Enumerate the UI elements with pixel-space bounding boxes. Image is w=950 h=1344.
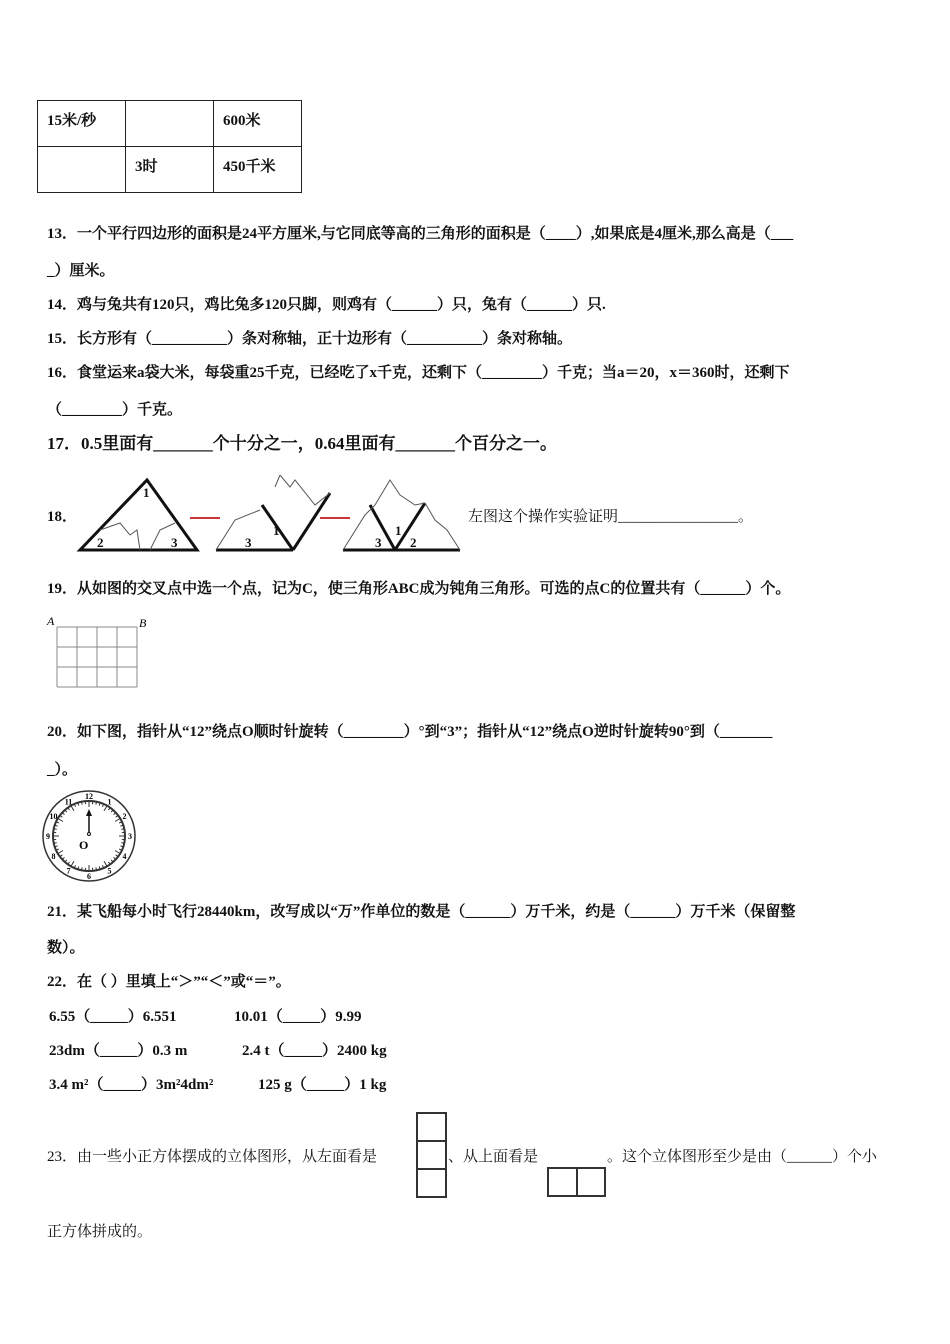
question-16-cont: （________）千克。 bbox=[47, 402, 183, 418]
left-view-square bbox=[416, 1112, 447, 1142]
table-row bbox=[38, 147, 302, 193]
clock-tick bbox=[82, 802, 83, 805]
top-view-square bbox=[547, 1167, 578, 1197]
angle-label: 1 bbox=[143, 485, 150, 500]
clock-number: 5 bbox=[107, 866, 112, 876]
clock-tick bbox=[82, 867, 83, 870]
clock-figure bbox=[41, 789, 137, 884]
table-cell bbox=[38, 147, 126, 193]
question-20: 20．如下图，指针从“12”绕点O顺时针旋转（________）°到“3”；指针从“12”绕点O逆时针旋转90°到（_______ bbox=[47, 724, 773, 740]
question-23-cont: 正方体拼成的。 bbox=[47, 1224, 153, 1240]
question-17: 17．0.5里面有_______个十分之一，0.64里面有_______个百分之一。 bbox=[47, 434, 557, 453]
left-view-square bbox=[416, 1140, 447, 1170]
clock-number: 2 bbox=[122, 812, 127, 821]
speed-time-distance-table bbox=[37, 100, 302, 193]
angle-label: 3 bbox=[245, 535, 252, 550]
question-23-part3: 。这个立体图形至少是由（______）个小 bbox=[607, 1149, 878, 1165]
clock-tick bbox=[96, 867, 97, 870]
angle-label: 2 bbox=[410, 535, 417, 550]
point-a-label: A bbox=[47, 614, 55, 628]
question-21: 21．某飞船每小时飞行28440km，改写成以“万”作单位的数是（______）万千米，约是（______）万千米（保留整 bbox=[47, 904, 796, 920]
compare-item: 125 g（_____）1 kg bbox=[258, 1077, 387, 1093]
grid-figure bbox=[45, 613, 155, 693]
compare-item: 3.4 m²（_____）3m²4dm² bbox=[49, 1077, 214, 1093]
table-row bbox=[38, 101, 302, 147]
angle-label: 3 bbox=[171, 535, 178, 550]
clock-tick bbox=[71, 861, 74, 866]
question-13: 13．一个平行四边形的面积是24平方厘米,与它同底等高的三角形的面积是（____）,如果底是4厘米,那么高是（___ bbox=[47, 226, 794, 242]
clock-tick bbox=[104, 861, 107, 866]
clock-tick bbox=[60, 855, 62, 857]
compare-item: 10.01（_____）9.99 bbox=[234, 1009, 362, 1025]
clock-tick bbox=[58, 851, 63, 854]
question-18-text: 左图这个操作实验证明________________。 bbox=[468, 509, 754, 525]
compare-item: 2.4 t（_____）2400 kg bbox=[242, 1043, 387, 1059]
question-18-number: 18． bbox=[47, 509, 78, 525]
left-view-square bbox=[416, 1168, 447, 1198]
question-23: 23．由一些小正方体摆成的立体图形，从左面看是 bbox=[47, 1149, 378, 1165]
table-cell: 450千米 bbox=[214, 147, 302, 193]
question-22-title: 22．在（ ）里填上“＞”“＜”或“＝”。 bbox=[47, 974, 291, 990]
table-cell: 3时 bbox=[126, 147, 214, 193]
table-cell: 15米/秒 bbox=[38, 101, 126, 147]
clock-number: 10 bbox=[49, 812, 58, 821]
angle-label: 3 bbox=[375, 535, 382, 550]
clock-number: 9 bbox=[46, 832, 50, 841]
table-cell: 600米 bbox=[214, 101, 302, 147]
clock-tick bbox=[108, 808, 110, 810]
question-16: 16．食堂运来a袋大米，每袋重25千克，已经吃了x千克，还剩下（________）千克；当a＝20，x＝360时，还剩下 bbox=[47, 365, 790, 381]
angle-label: 2 bbox=[97, 535, 104, 550]
clock-tick bbox=[121, 829, 124, 830]
point-b-label: B bbox=[139, 616, 147, 630]
question-15: 15．长方形有（__________）条对称轴，正十边形有（__________）条对称轴。 bbox=[47, 331, 573, 347]
clock-number: 8 bbox=[51, 852, 56, 861]
clock-tick bbox=[96, 802, 97, 805]
clock-number: 7 bbox=[66, 866, 71, 876]
question-21-cont: 数）。 bbox=[47, 940, 85, 956]
compare-item: 23dm（_____）0.3 m bbox=[49, 1043, 188, 1059]
clock-tick bbox=[60, 815, 62, 817]
clock-tick bbox=[68, 808, 70, 810]
question-14: 14．鸡与兔共有120只，鸡比兔多120只脚，则鸡有（______）只，兔有（______）只. bbox=[47, 297, 606, 313]
clock-tick bbox=[54, 843, 57, 844]
top-view-square bbox=[576, 1167, 606, 1197]
clock-tick bbox=[116, 855, 118, 857]
clock-number: 3 bbox=[128, 832, 132, 841]
clock-tick bbox=[108, 862, 110, 864]
question-23-part2: 、从上面看是 bbox=[448, 1149, 539, 1165]
clock-number: 11 bbox=[64, 797, 73, 807]
clock-tick bbox=[68, 862, 70, 864]
clock-number: 6 bbox=[87, 872, 91, 881]
compare-item: 6.55（_____）6.551 bbox=[49, 1009, 177, 1025]
clock-tick bbox=[115, 851, 120, 854]
clock-number: 4 bbox=[122, 852, 127, 861]
clock-tick bbox=[54, 829, 57, 830]
clock-tick bbox=[116, 815, 118, 817]
center-o-label: O bbox=[79, 838, 89, 852]
clock-number: 12 bbox=[85, 792, 93, 801]
clock-tick bbox=[58, 819, 63, 822]
clock-tick bbox=[121, 843, 124, 844]
table-cell bbox=[126, 101, 214, 147]
angle-label: 1 bbox=[273, 523, 280, 538]
clock-tick bbox=[104, 806, 107, 811]
question-19: 19．从如图的交叉点中选一个点，记为C，使三角形ABC成为钝角三角形。可选的点C的位置共有（______）个。 bbox=[47, 581, 791, 597]
angle-label: 1 bbox=[395, 523, 402, 538]
question-20-cont: _）。 bbox=[47, 762, 78, 778]
clock-tick bbox=[115, 819, 120, 822]
triangle-angle-sum-figure bbox=[75, 475, 465, 555]
question-13-cont: _）厘米。 bbox=[47, 263, 115, 279]
clock-tick bbox=[71, 806, 74, 811]
clock-number: 1 bbox=[107, 797, 112, 807]
